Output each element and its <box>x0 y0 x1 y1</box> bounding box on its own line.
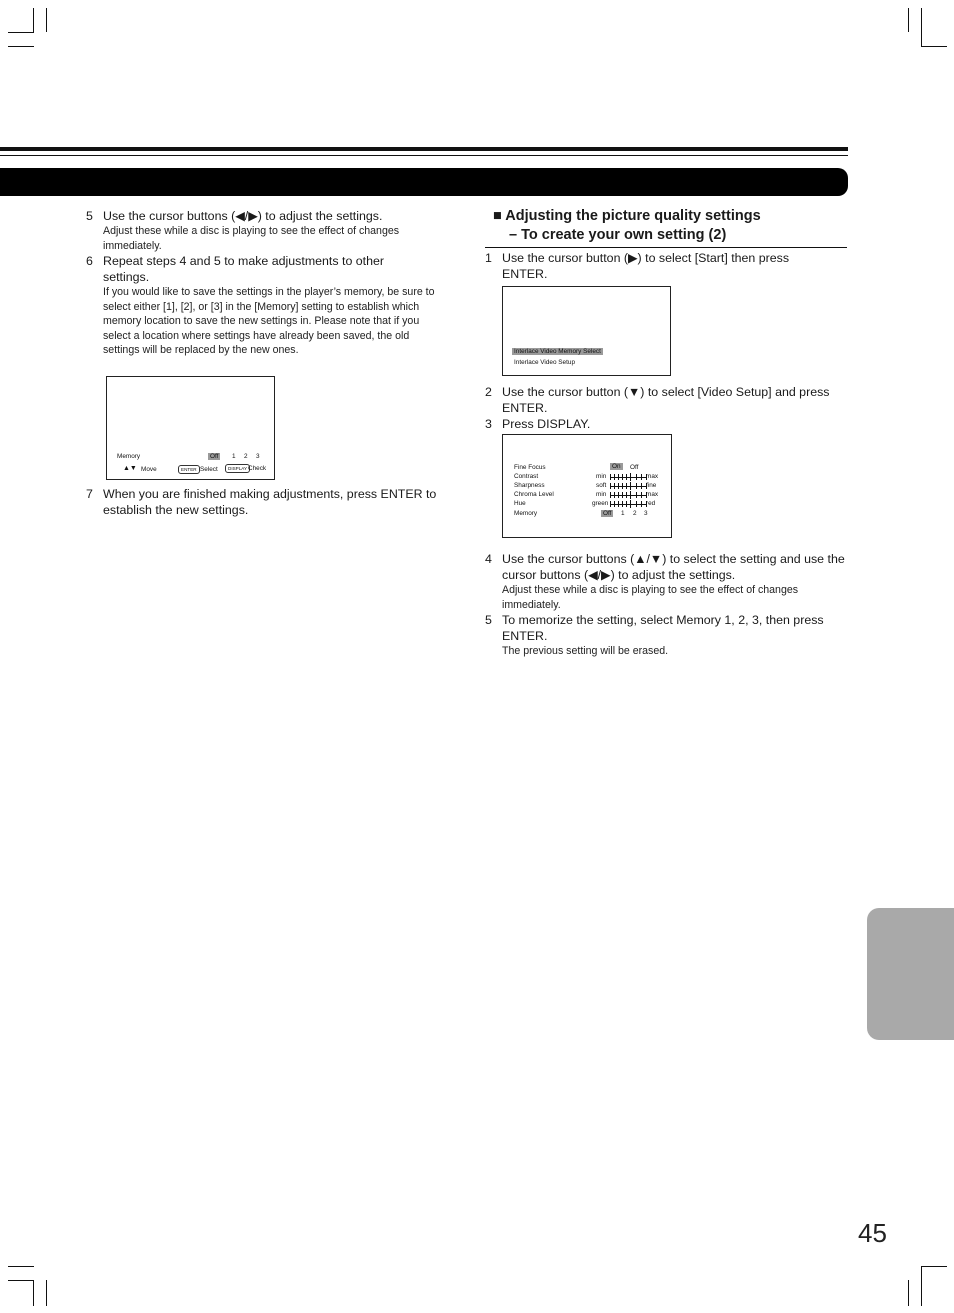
video-setup-osd-screen <box>502 434 672 538</box>
osd-enter-button-icon: ENTER <box>178 465 200 474</box>
osd-select-label: Select <box>200 466 218 473</box>
left-step-6 <box>86 253 446 287</box>
osd-memory-1: 1 <box>621 510 625 517</box>
osd-display-button-icon: DISPLAY <box>225 464 250 473</box>
osd-memory-off: Off <box>603 510 612 517</box>
osd-label-sharpness: Sharpness <box>514 482 545 489</box>
page-number: 45 <box>858 1218 887 1248</box>
step-text: When you are finished making adjustments, press ENTER to establish the new settings. <box>103 487 437 517</box>
osd-contrast-slider <box>610 473 648 481</box>
section-title-bar <box>0 168 848 196</box>
osd-fine-focus-off: Off <box>630 464 639 471</box>
header-rule <box>0 147 848 151</box>
osd-menu-item-video-setup: Interlace Video Setup <box>514 359 575 366</box>
heading-underline <box>485 247 847 248</box>
osd-check-label: Check <box>248 465 267 472</box>
osd-label-memory: Memory <box>514 510 538 517</box>
osd-chroma-max: max <box>646 491 659 498</box>
osd-memory-2: 2 <box>244 453 248 460</box>
step-text: Press DISPLAY. <box>502 417 591 431</box>
osd-contrast-min: min <box>596 473 607 480</box>
setup-menu-osd-screen <box>502 286 671 376</box>
crop-mark <box>33 8 34 32</box>
crop-mark <box>8 32 34 33</box>
right-step-5 <box>485 612 847 646</box>
right-step-5-note: The previous setting will be erased. <box>502 645 669 657</box>
right-step-3 <box>485 416 847 434</box>
crop-mark <box>33 1280 34 1306</box>
step-number: 7 <box>86 487 93 501</box>
crop-mark <box>46 1280 47 1306</box>
osd-sharpness-min: soft <box>596 482 607 489</box>
step-text: To memorize the setting, select Memory 1, 2, 3, then press ENTER. <box>502 613 824 643</box>
left-step-6-note: If you would like to save the settings in the player’s memory, be sure to select either [1], [2], or [3] in the [Memory] setting to establish which memory location to save the new settings in. Please note that if you select a location where settings have already been saved, the old settings will be replaced by the new ones. <box>103 286 435 357</box>
step-text: Repeat steps 4 and 5 to make adjustments to other settings. <box>103 254 385 284</box>
crop-mark <box>921 1266 947 1267</box>
step-number: 6 <box>86 254 93 268</box>
osd-hue-max: red <box>646 500 656 507</box>
osd-fine-focus-on: On <box>612 463 621 470</box>
osd-hue-slider <box>610 500 648 508</box>
crop-mark <box>8 1266 34 1267</box>
right-step-1 <box>485 250 847 284</box>
right-step-4-note: Adjust these while a disc is playing to see the effect of changes immediately. <box>502 584 799 611</box>
header-rule-thin <box>0 155 848 156</box>
osd-move-label: Move <box>141 466 157 473</box>
osd-memory-2: 2 <box>633 510 637 517</box>
crop-mark <box>908 8 909 32</box>
step-number: 5 <box>86 209 93 223</box>
osd-memory-label: Memory <box>117 453 141 460</box>
right-step-4 <box>485 551 847 585</box>
osd-hue-min: green <box>592 500 609 507</box>
step-number: 3 <box>485 417 492 431</box>
step-number: 4 <box>485 552 492 566</box>
osd-menu-item-memory-select: Interlace Video Memory Select <box>514 348 601 355</box>
step-text: Use the cursor button (▼) to select [Video Setup] and press ENTER. <box>502 385 830 415</box>
osd-label-hue: Hue <box>514 500 526 507</box>
osd-memory-1: 1 <box>232 453 236 460</box>
section-heading: ■ Adjusting the picture quality settings <box>493 208 761 224</box>
osd-updown-icon: ▲▼ <box>123 465 137 472</box>
osd-label-contrast: Contrast <box>514 473 539 480</box>
step-text: Use the cursor buttons (◀/▶) to adjust the settings. <box>103 209 383 223</box>
left-step-7 <box>86 486 446 520</box>
crop-mark <box>921 1266 922 1306</box>
chapter-tab <box>867 908 954 1040</box>
osd-contrast-max: max <box>646 473 659 480</box>
osd-label-chroma-level: Chroma Level <box>514 491 554 498</box>
crop-mark <box>921 8 922 46</box>
step-number: 2 <box>485 385 492 399</box>
osd-sharpness-max: fine <box>646 482 657 489</box>
osd-memory-3: 3 <box>256 453 260 460</box>
osd-sharpness-slider <box>610 482 648 490</box>
crop-mark <box>921 46 947 47</box>
step-number: 5 <box>485 613 492 627</box>
step-text: Use the cursor button (▶) to select [Start] then press ENTER. <box>502 251 790 281</box>
memory-osd-screen <box>106 376 275 480</box>
crop-mark <box>8 46 34 47</box>
osd-memory-off <box>208 453 220 461</box>
osd-chroma-slider <box>610 491 648 499</box>
right-step-2 <box>485 384 847 418</box>
osd-memory-3: 3 <box>644 510 648 517</box>
crop-mark <box>908 1280 909 1306</box>
osd-off-option: Off <box>210 453 219 460</box>
step-number: 1 <box>485 251 492 265</box>
crop-mark <box>46 8 47 32</box>
section-subheading: – To create your own setting (2) <box>509 227 727 243</box>
osd-chroma-min: min <box>596 491 607 498</box>
left-step-5-note: Adjust these while a disc is playing to see the effect of changes immediately. <box>103 225 400 252</box>
osd-label-fine-focus: Fine Focus <box>514 464 546 471</box>
step-text: Use the cursor buttons (▲/▼) to select the setting and use the cursor buttons (◀/▶) to adjust the settings. <box>502 552 845 582</box>
crop-mark <box>8 1280 34 1281</box>
